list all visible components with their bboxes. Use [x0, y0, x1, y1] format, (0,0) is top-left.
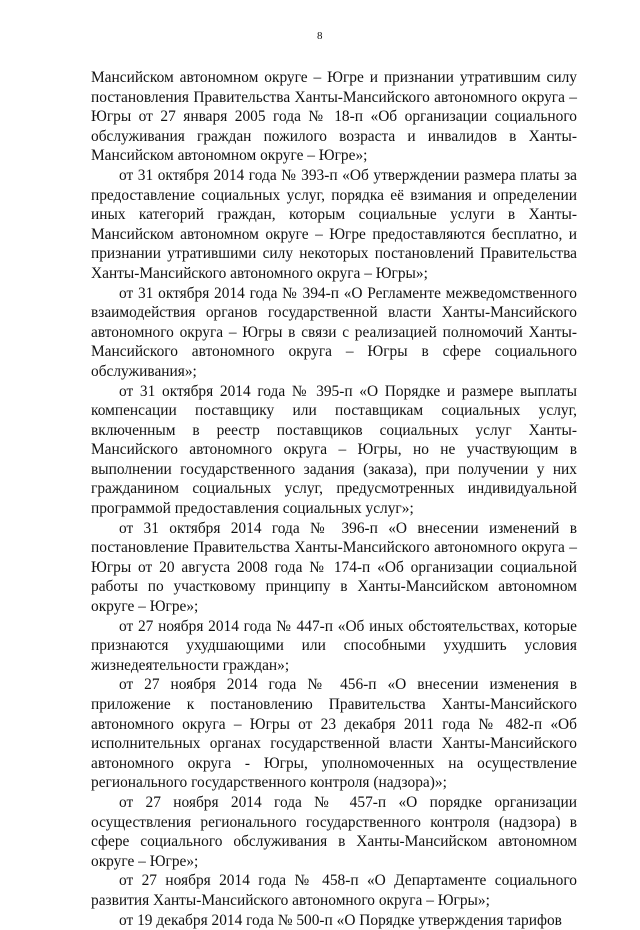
paragraph-decree-458: от 27 ноября 2014 года № 458-п «О Департаменте социального развития Ханты-Мансийского автономного округа – Югры»; — [91, 872, 577, 909]
paragraph-decree-393: от 31 октября 2014 года № 393-п «Об утверждении размера платы за предоставление социальных услуг, порядка её взимания и определении иных категорий граждан, которым социальные услуги в Ханты-Мансийском автономном округе – Югре предоставляются бесплатно, и признании утратившими силу некоторых постановлений Правительства Ханты-Мансийского автономного округа – Югры»; — [91, 166, 577, 282]
paragraph-decree-500: от 19 декабря 2014 года № 500-п «О Порядке утверждения тарифов — [119, 911, 562, 929]
paragraph-decree-456: от 27 ноября 2014 года № 456-п «О внесении изменения в приложение к постановлению Правительства Ханты-Мансийского автономного округа – Югры от 23 декабря 2011 года № 482-п «Об исполнительных органах государственной власти Ханты-Мансийского автономного округа - Югры, уполномоченных на осуществление регионального государственного контроля (надзора)»; — [91, 676, 577, 792]
page-number: 8 — [317, 30, 323, 42]
paragraph-decree-396: от 31 октября 2014 года № 396-п «О внесении изменений в постановление Правительства Ханты-Мансийского автономного округа – Югры от 20 августа 2008 года № 174-п «Об организации социальной работы по участковому принципу в Ханты-Мансийском автономном округе – Югре»; — [91, 519, 577, 616]
paragraph-decree-457: от 27 ноября 2014 года № 457-п «О порядке организации осуществления регионального государственного контроля (надзора) в сфере социального обслуживания в Ханты-Мансийском автономном округе – Югре»; — [91, 793, 577, 870]
paragraph-decree-395: от 31 октября 2014 года № 395-п «О Порядке и размере выплаты компенсации поставщику или поставщикам социальных услуг, включенным в реестр поставщиков социальных услуг Ханты-Мансийского автономного округа – Югры, но не участвующим в выполнении государственного задания (заказа), при получении у них гражданином социальных услуг, предусмотренных индивидуальной программой предоставления социальных услуг»; — [91, 382, 577, 518]
paragraph-continuation: Мансийском автономном округе – Югре и признании утратившим силу постановления Правительства Ханты-Мансийского автономного округа – Югры от 27 января 2005 года № 18-п «Об организации социального обслуживания граждан пожилого возраста и инвалидов в Ханты-Мансийском автономном округе – Югре»; — [91, 69, 577, 165]
paragraph-decree-447: от 27 ноября 2014 года № 447-п «Об иных обстоятельствах, которые признаются ухудшающими или способными ухудшить условия жизнедеятельности граждан»; — [91, 617, 577, 674]
paragraph-decree-394: от 31 октября 2014 года № 394-п «О Регламенте межведомственного взаимодействия органов государственной власти Ханты-Мансийского автономного округа – Югры в связи с реализацией полномочий Ханты-Мансийского автономного округа – Югры в сфере социального обслуживания»; — [91, 284, 577, 380]
document-body — [91, 68, 577, 930]
